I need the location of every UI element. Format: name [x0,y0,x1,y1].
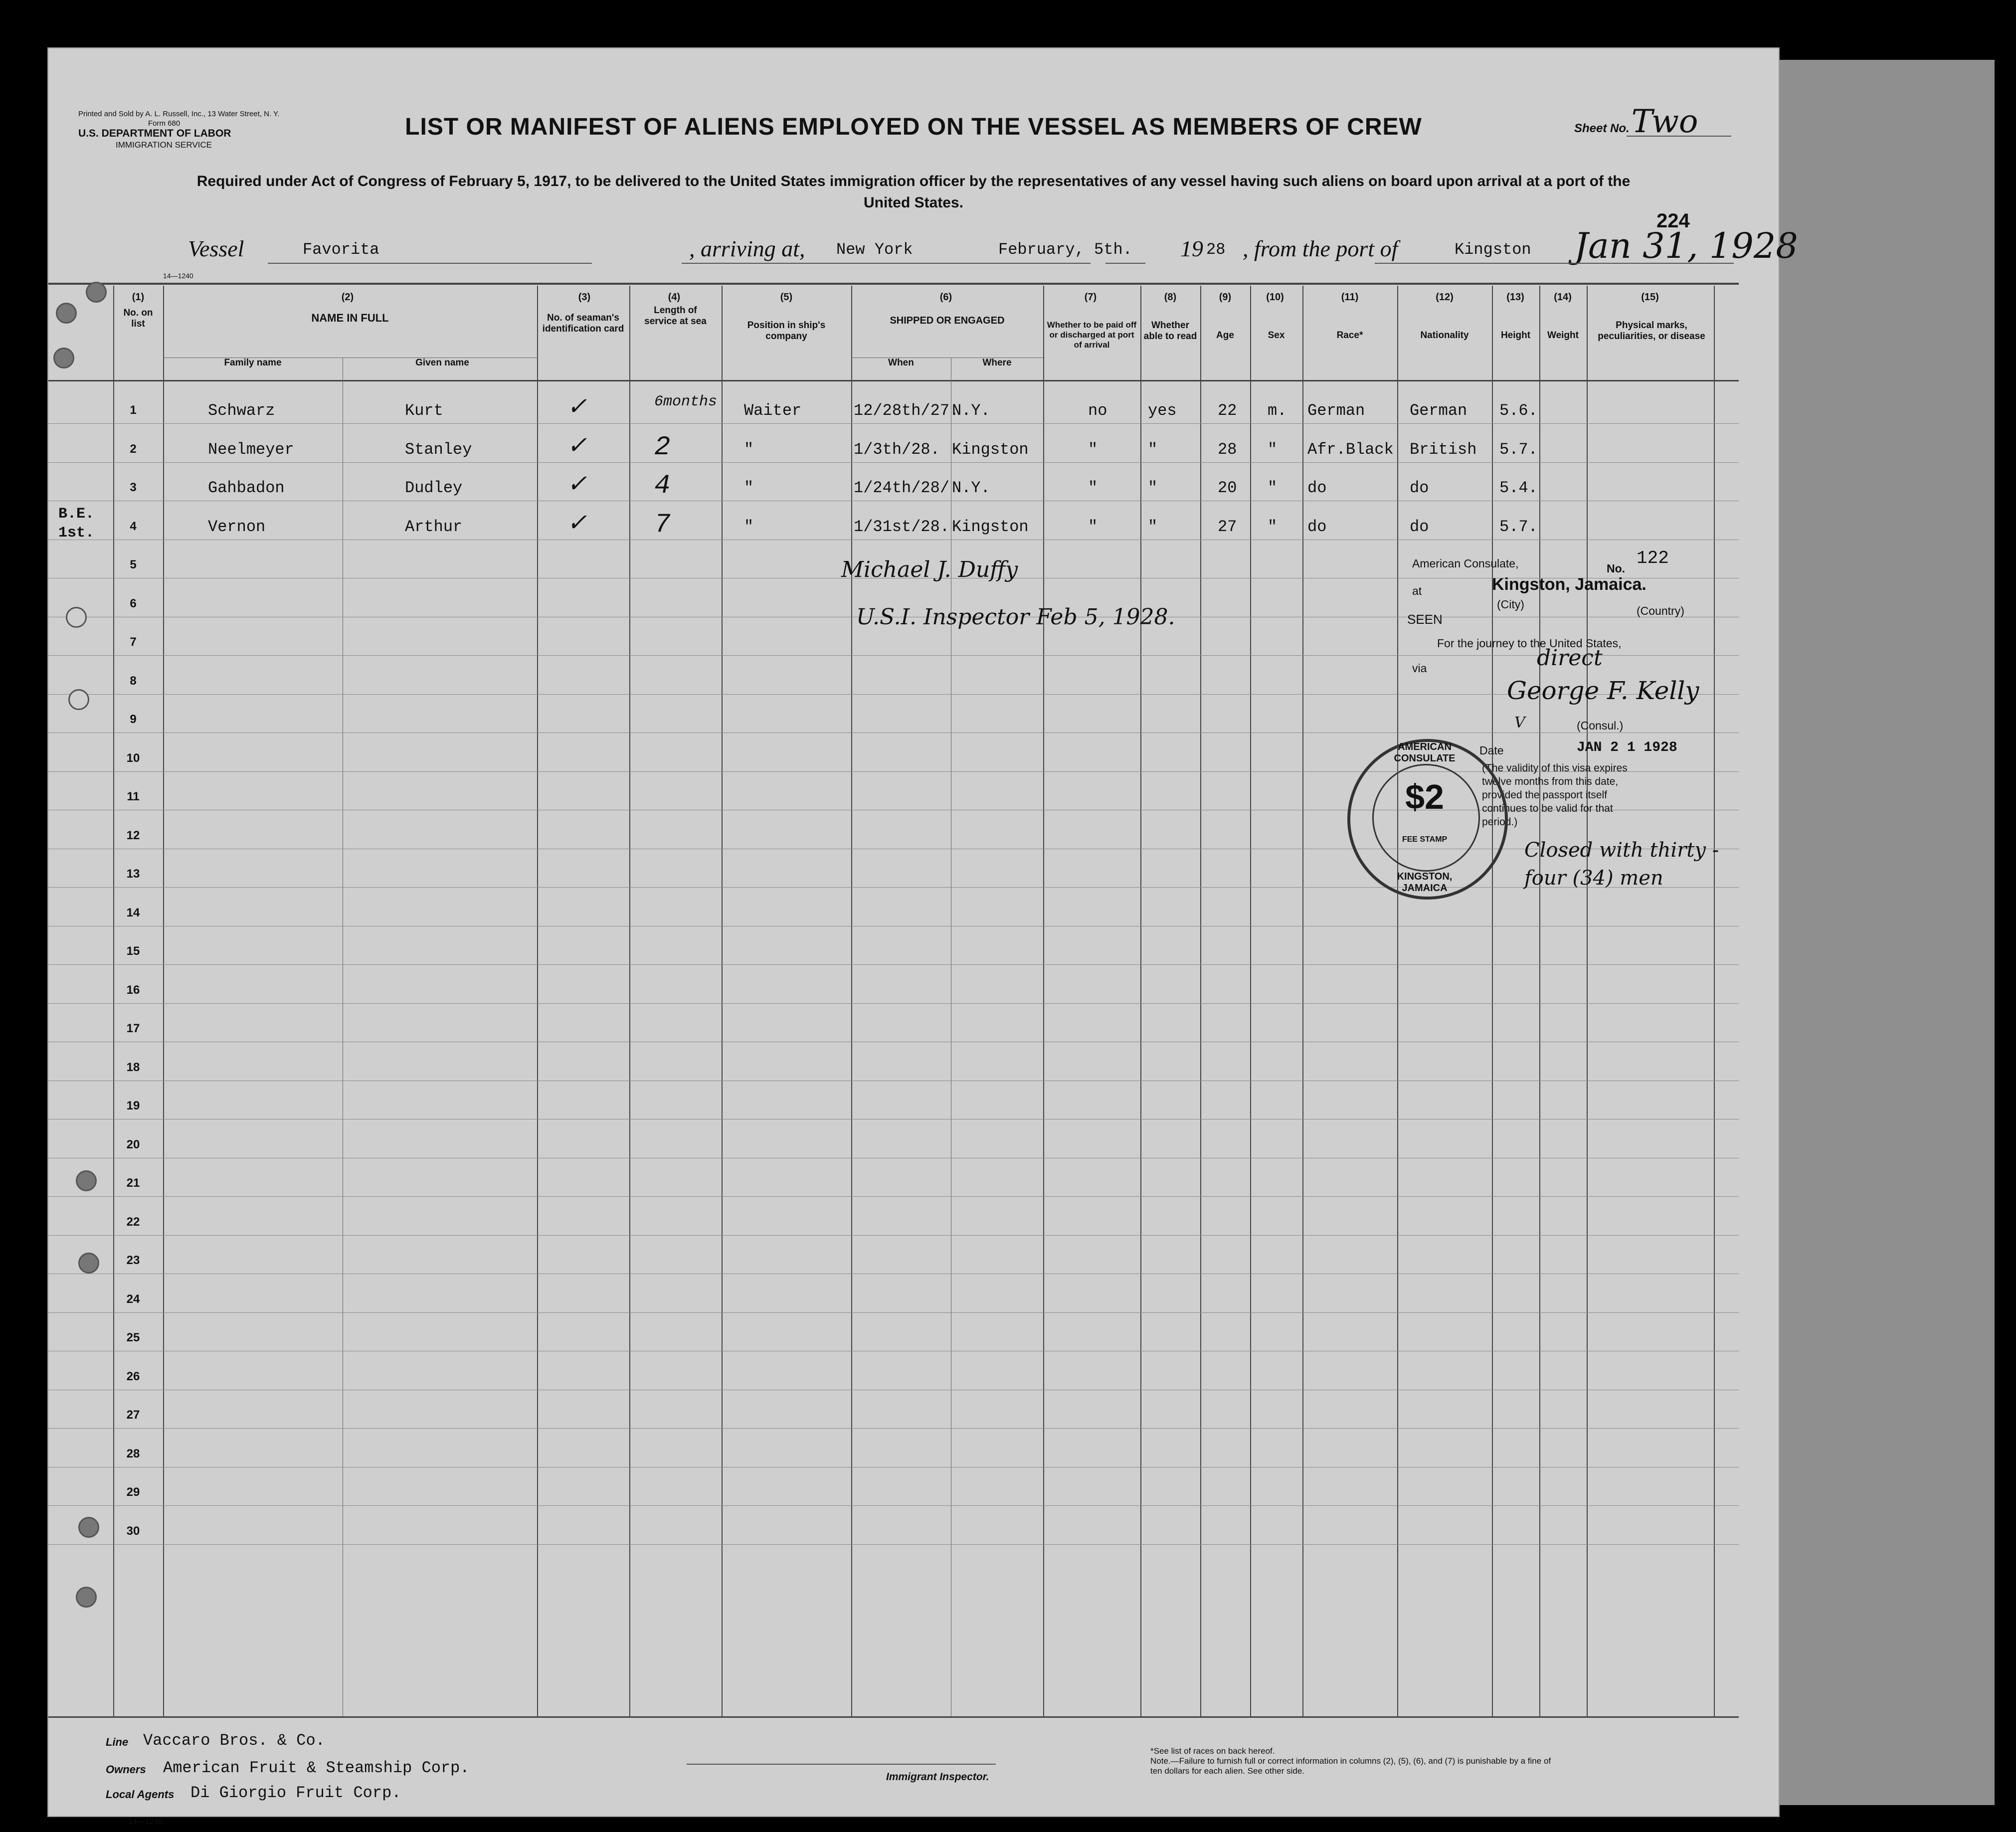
seal-top-text: AMERICAN CONSULATE [1394,741,1456,764]
margin-note [58,505,94,543]
cell-read: " [1148,440,1158,459]
vessel-name: Favorita [303,240,379,259]
binder-hole [86,282,107,303]
hdr-position: Position in ship's company [747,320,826,342]
printer-line: Printed and Sold by A. L. Russell, Inc., 13 Water Street, N. Y. [78,110,280,118]
row-number: 3 [130,481,137,494]
ruled-line [48,1235,1739,1236]
country-label: (Country) [1637,604,1684,617]
arrival-date: February, 5th. [998,240,1132,259]
cell-family: Neelmeyer [208,440,294,459]
row-number: 16 [126,983,140,997]
col-num-4: (4) [668,292,681,303]
footer-line [106,1731,325,1750]
cell-nationality: do [1410,517,1429,536]
ruled-line [48,1428,1739,1429]
col-num-12: (12) [1436,292,1454,303]
row-number: 2 [130,442,137,456]
cell-sex: " [1268,479,1278,497]
row-number: 5 [130,558,137,571]
arrival-year: 28 [1206,240,1226,259]
binder-hole [53,348,74,368]
col-num-15: (15) [1641,292,1659,303]
cell-where: Kingston [952,440,1029,459]
department-name: U.S. DEPARTMENT OF LABOR [78,128,231,139]
row-number: 23 [126,1254,140,1267]
hdr-weight: Weight [1547,330,1579,341]
row-number: 19 [126,1099,140,1112]
cell-race: do [1307,479,1327,497]
cell-sex: " [1268,517,1278,536]
visa-at-label: at [1412,584,1422,597]
binder-hole [56,303,77,324]
row-number: 4 [130,519,137,533]
col-num-6: (6) [939,292,952,303]
closed-note: Closed with thirty - four (34) men [1524,839,1719,890]
row-number: 27 [126,1408,140,1422]
owners-value: American Fruit & Steamship Corp. [163,1759,470,1777]
inspector-signature: Michael J. Duffy [841,557,1018,582]
row-number: 18 [126,1060,140,1074]
line-label: Line [106,1736,129,1748]
cell-height: 5.7. [1499,440,1538,459]
row-number: 1 [130,403,137,417]
ruled-line [48,462,1739,463]
cell-position: " [744,517,754,536]
row-number: 20 [126,1137,140,1151]
cell-race: do [1307,517,1327,536]
cell-service: 2 [654,432,671,463]
ruled-line [48,1312,1739,1313]
binder-hole [76,1587,97,1608]
hdr-when: When [888,358,914,368]
visa-number-label: No. [1607,562,1626,575]
seal-fee-label: FEE STAMP [1402,835,1448,844]
row-number: 30 [126,1524,140,1538]
year-prefix: 19 [1180,236,1203,261]
col-num-1: (1) [132,292,145,303]
cell-height: 5.4. [1499,479,1538,497]
col-num-5: (5) [780,292,793,303]
cell-race: German [1307,401,1365,420]
cell-sex: m. [1268,401,1287,420]
col-num-11: (11) [1341,292,1359,303]
arriving-port: New York [836,240,913,259]
departure-port: Kingston [1455,240,1531,259]
cell-read: yes [1148,401,1177,420]
margin-note-line1: B.E. [58,506,95,523]
hdr-nationality: Nationality [1420,330,1469,341]
city-label: (City) [1497,598,1524,611]
owners-label: Owners [106,1763,146,1776]
cell-position: Waiter [744,401,802,420]
binder-hole [78,1253,99,1274]
row-number: 29 [126,1485,140,1499]
row-number: 9 [130,713,137,726]
cell-position: " [744,479,754,497]
cell-nationality: German [1410,401,1467,420]
ruled-line [48,1544,1739,1545]
hdr-given-name: Given name [415,358,469,368]
cell-nationality: British [1410,440,1477,459]
ruled-line [48,887,1739,888]
form-code-top: 14—1240 [163,272,193,280]
row-number: 25 [126,1331,140,1344]
consul-signature: George F. Kelly [1507,676,1699,705]
hdr-age: Age [1216,330,1234,341]
cell-height: 5.7. [1499,517,1538,536]
footer-owners [106,1759,470,1777]
cell-given: Kurt [405,401,443,420]
cell-family: Schwarz [208,401,275,420]
cell-nationality: do [1410,479,1429,497]
cell-read: " [1148,479,1158,497]
visa-number: 122 [1637,548,1669,568]
binder-hole [76,1170,97,1191]
hdr-name-in-full: NAME IN FULL [311,312,389,324]
row-number: 24 [126,1292,140,1306]
ruled-line [48,1196,1739,1197]
hdr-where: Where [982,358,1012,368]
hdr-sex: Sex [1268,330,1285,341]
cell-where: N.Y. [952,479,990,497]
ruled-line [48,964,1739,965]
row-number: 17 [126,1022,140,1035]
ruled-line [48,1003,1739,1004]
consul-label: (Consul.) [1577,719,1624,732]
ruled-line [48,694,1739,695]
row-number: 7 [130,635,137,649]
visa-journey: For the journey to the United States, [1437,637,1622,650]
hdr-paid-off: Whether to be paid off or discharged at port of arrival [1047,320,1137,350]
hdr-family-name: Family name [224,358,282,368]
col-num-10: (10) [1266,292,1284,303]
check-mark: ✓ [567,395,587,422]
sheet-number-label: Sheet No. [1574,122,1630,135]
cell-when: 1/31st/28. [854,517,950,536]
footer-form-code: 14—1240 [128,1818,163,1826]
immigrant-inspector-label: Immigrant Inspector. [886,1771,989,1783]
visa-seen: SEEN [1407,612,1443,627]
binder-hole [68,689,89,710]
binder-hole [78,1517,99,1538]
form-number: Form 680 [148,119,181,128]
cell-position: " [744,440,754,459]
cell-age: 20 [1218,479,1237,497]
check-mark: ✓ [567,472,587,499]
col-num-8: (8) [1164,292,1177,303]
ruled-line [48,655,1739,656]
ruled-line [48,1505,1739,1506]
vessel-label: Vessel [188,236,244,261]
cell-paid: " [1088,440,1098,459]
hdr-able-read: Whether able to read [1143,320,1197,342]
cell-where: N.Y. [952,401,990,420]
visa-via-label: via [1412,662,1427,675]
cell-height: 5.6. [1499,401,1538,420]
row-number: 28 [126,1447,140,1461]
cell-where: Kingston [952,517,1029,536]
requirement-text: Required under Act of Congress of February 5, 1917, to be delivered to the United States immigration officer by the representatives of any vessel having such aliens on board upon arrival at a port of the United States. [196,173,1631,211]
row-number: 12 [126,828,140,842]
row-number: 15 [126,944,140,958]
col-num-7: (7) [1084,292,1097,303]
cell-family: Vernon [208,517,266,536]
col-num-9: (9) [1219,292,1232,303]
cell-service: 4 [654,471,671,501]
footer-agents [106,1784,401,1802]
consulate-heading: American Consulate, [1412,557,1519,570]
line-value: Vaccaro Bros. & Co. [143,1731,325,1750]
cell-when: 1/24th/28/ [854,479,950,497]
row-number: 10 [126,751,140,765]
ruled-line [48,423,1739,424]
row-number: 6 [130,596,137,610]
cell-paid: " [1088,479,1098,497]
handwritten-date: Jan 31, 1928 [1574,225,1798,266]
cell-read: " [1148,517,1158,536]
footer-notes [1150,1746,1559,1776]
cell-age: 28 [1218,440,1237,459]
cell-family: Gahbadon [208,479,285,497]
col-num-3: (3) [578,292,591,303]
row-number: 13 [126,867,140,881]
penalty-note: Note.—Failure to furnish full or correct information in columns (2), (5), (6), and (7) is punishable by a fine of ten dollars for each alien. See other side. [1150,1756,1551,1776]
visa-validity: (The validity of this visa expires twelve months from this date, provided the passport itself continues to be valid for that period.) [1482,762,1628,828]
cell-service: 6months [654,393,718,410]
inspector-note: U.S.I. Inspector Feb 5, 1928. [856,604,1175,630]
vessel-line [188,225,1798,266]
cell-service: 7 [654,509,671,540]
col-num-13: (13) [1506,292,1524,303]
vice-mark: V [1514,714,1525,732]
cell-when: 1/3th/28. [854,440,940,459]
col-num-14: (14) [1554,292,1572,303]
cell-paid: " [1088,517,1098,536]
hdr-shipped: SHIPPED OR ENGAGED [890,315,1005,326]
visa-city: Kingston, Jamaica. [1492,575,1647,594]
seal-fee-value: $2 [1405,777,1444,816]
cell-age: 22 [1218,401,1237,420]
margin-note-line2: 1st. [58,525,95,542]
cell-given: Stanley [405,440,472,459]
page-number: 224 [1656,210,1690,232]
sheet-number-value: Two [1631,103,1698,140]
manifest-sheet [47,47,1798,1826]
seal-bottom-text: KINGSTON, JAMAICA [1397,871,1453,894]
cell-age: 27 [1218,517,1237,536]
row-number: 21 [126,1176,140,1190]
col-num-2: (2) [341,292,354,303]
hdr-physical: Physical marks, peculiarities, or disease [1598,320,1705,342]
visa-date: JAN 2 1 1928 [1577,740,1677,755]
check-mark: ✓ [567,511,587,538]
cell-given: Dudley [405,479,463,497]
check-mark: ✓ [567,433,587,461]
row-number: 8 [130,674,137,688]
row-number: 22 [126,1215,140,1229]
cell-given: Arthur [405,517,463,536]
hdr-no-on-list: No. on list [123,308,153,329]
hdr-race: Race* [1336,330,1363,341]
hdr-id-card: No. of seaman's identification card [542,313,624,334]
from-port-label: , from the port of [1243,236,1398,261]
visa-date-label: Date [1479,744,1504,757]
row-number: 14 [126,906,140,919]
service-name: IMMIGRATION SERVICE [116,140,212,150]
races-note: *See list of races on back hereof. [1150,1746,1275,1756]
hdr-length-service: Length of service at sea [644,305,707,327]
visa-via-value: direct [1537,645,1603,671]
hdr-height: Height [1500,330,1531,341]
row-number: 26 [126,1369,140,1383]
cell-when: 12/28th/27. [854,401,959,420]
agents-value: Di Giorgio Fruit Corp. [190,1784,401,1802]
binder-hole [66,607,87,628]
cell-race: Afr.Black [1307,440,1394,459]
row-number: 11 [127,790,140,803]
cell-paid: no [1088,401,1107,420]
cell-sex: " [1268,440,1278,459]
arriving-label: , arriving at, [689,236,805,261]
manifest-title: LIST OR MANIFEST OF ALIENS EMPLOYED ON THE VESSEL AS MEMBERS OF CREW [405,114,1422,140]
agents-label: Local Agents [106,1788,175,1801]
